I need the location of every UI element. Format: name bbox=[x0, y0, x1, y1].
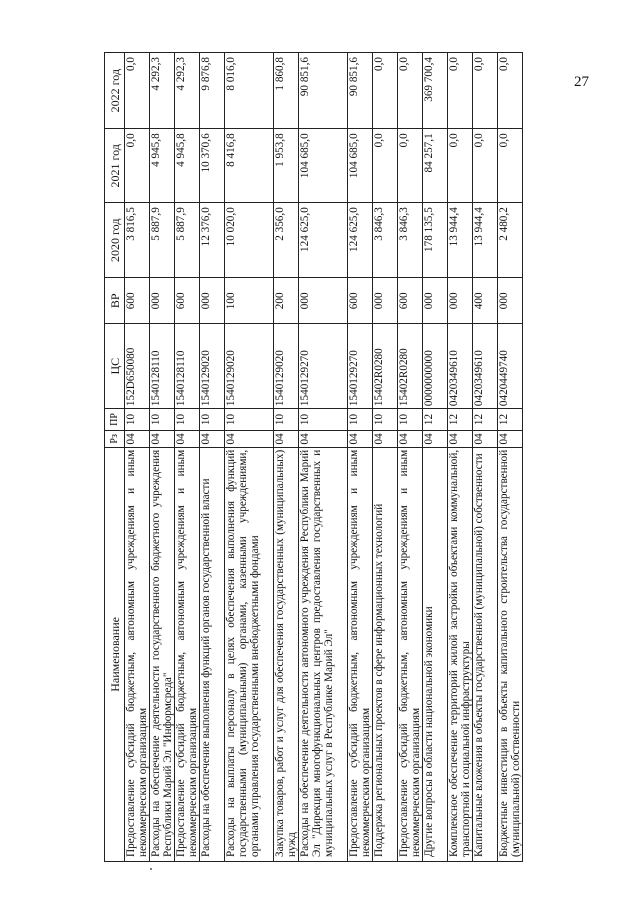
row-2020: 5 887,9 bbox=[150, 203, 175, 278]
row-2021: 0,0 bbox=[473, 129, 498, 203]
row-pr: 10 bbox=[150, 409, 175, 431]
row-2020: 3 846,3 bbox=[373, 203, 398, 278]
row-2020: 2 356,0 bbox=[274, 203, 299, 278]
budget-table bbox=[104, 52, 523, 862]
table-row bbox=[200, 53, 225, 862]
row-2022: 0,0 bbox=[448, 53, 473, 129]
header-2022: 2022 год bbox=[105, 53, 125, 129]
row-vr: 000 bbox=[498, 278, 523, 324]
row-2020: 12 376,0 bbox=[200, 203, 225, 278]
row-2022: 1 860,8 bbox=[274, 53, 299, 129]
page-number: 27 bbox=[574, 74, 589, 90]
row-cs: 1540129270 bbox=[348, 324, 373, 409]
row-pr: 10 bbox=[200, 409, 225, 431]
row-vr: 600 bbox=[348, 278, 373, 324]
row-2022: 9 876,8 bbox=[200, 53, 225, 129]
row-cs: 1540129020 bbox=[225, 324, 274, 409]
row-2022: 90 851,6 bbox=[348, 53, 373, 129]
row-name: Предоставление субсидий бюджетным, автономным учреждениям и иным некоммерческим организациям bbox=[175, 447, 200, 861]
row-rz: 04 bbox=[448, 430, 473, 447]
row-2022: 369 700,4 bbox=[423, 53, 448, 129]
row-2020: 10 020,0 bbox=[225, 203, 274, 278]
row-2022: 0,0 bbox=[498, 53, 523, 129]
row-pr: 12 bbox=[498, 409, 523, 431]
row-2021: 104 685,0 bbox=[348, 129, 373, 203]
row-name: Расходы на выплаты персоналу в целях обеспечения выполнения функций государственными (муниципальными) органами, казенными учреждениями, органами управления государственными внебюджетными фондами bbox=[225, 447, 274, 861]
row-cs: 0420349610 bbox=[473, 324, 498, 409]
row-name: Капитальные вложения в объекты государственной (муниципальной) собственности bbox=[473, 447, 498, 861]
row-pr: 12 bbox=[423, 409, 448, 431]
row-name: Расходы на обеспечение деятельности автономного учреждения Республики Марий Эл "Дирекция многофункциональных центров предоставления государственных и муниципальных услуг в Республике Марий Эл" bbox=[299, 447, 348, 861]
row-cs: 0420349610 bbox=[448, 324, 473, 409]
row-cs: 1540129020 bbox=[274, 324, 299, 409]
header-vr: ВР bbox=[105, 278, 125, 324]
row-2021: 0,0 bbox=[373, 129, 398, 203]
row-name: Бюджетные инвестиции в объекты капитального строительства государственной (муниципальной) собственности bbox=[498, 447, 523, 861]
row-name: Закупка товаров, работ и услуг для обеспечения государственных (муниципальных) нужд bbox=[274, 447, 299, 861]
row-2022: 0,0 bbox=[398, 53, 423, 129]
row-pr: 10 bbox=[348, 409, 373, 431]
table-row bbox=[348, 53, 373, 862]
row-2021: 8 416,8 bbox=[225, 129, 274, 203]
header-pr: ПР bbox=[105, 409, 125, 431]
row-2020: 178 135,5 bbox=[423, 203, 448, 278]
row-cs: 1540128110 bbox=[175, 324, 200, 409]
row-cs: 15402R0280 bbox=[398, 324, 423, 409]
row-vr: 000 bbox=[423, 278, 448, 324]
row-2021: 0,0 bbox=[125, 129, 150, 203]
row-2021: 10 370,6 bbox=[200, 129, 225, 203]
row-cs: 1540129270 bbox=[299, 324, 348, 409]
row-vr: 100 bbox=[225, 278, 274, 324]
table-row bbox=[225, 53, 274, 862]
row-pr: 12 bbox=[473, 409, 498, 431]
row-vr: 400 bbox=[473, 278, 498, 324]
header-2020: 2020 год bbox=[105, 203, 125, 278]
row-2021: 1 953,8 bbox=[274, 129, 299, 203]
row-vr: 000 bbox=[299, 278, 348, 324]
table-row bbox=[498, 53, 523, 862]
row-rz: 04 bbox=[125, 430, 150, 447]
row-name: Расходы на обеспечение деятельности государственного бюджетного учреждения Республики Марий Эл "Информсреда" bbox=[150, 447, 175, 861]
row-vr: 600 bbox=[398, 278, 423, 324]
row-vr: 200 bbox=[274, 278, 299, 324]
row-rz: 04 bbox=[423, 430, 448, 447]
row-rz: 04 bbox=[274, 430, 299, 447]
table-row bbox=[398, 53, 423, 862]
header-rz: Рз bbox=[105, 430, 125, 447]
table-row bbox=[175, 53, 200, 862]
row-name: Другие вопросы в области национальной экономики bbox=[423, 447, 448, 861]
row-vr: 000 bbox=[448, 278, 473, 324]
row-vr: 000 bbox=[150, 278, 175, 324]
row-cs: 1540128110 bbox=[150, 324, 175, 409]
row-2020: 2 480,2 bbox=[498, 203, 523, 278]
row-pr: 10 bbox=[398, 409, 423, 431]
row-rz: 04 bbox=[175, 430, 200, 447]
row-2022: 4 292,3 bbox=[175, 53, 200, 129]
row-2022: 8 016,0 bbox=[225, 53, 274, 129]
row-pr: 10 bbox=[373, 409, 398, 431]
row-rz: 04 bbox=[150, 430, 175, 447]
row-cs: 1540129020 bbox=[200, 324, 225, 409]
row-vr: 600 bbox=[125, 278, 150, 324]
header-2021: 2021 год bbox=[105, 129, 125, 203]
row-name: Расходы на обеспечение выполнения функций органов государственной власти bbox=[200, 447, 225, 861]
header-name: Наименование bbox=[105, 447, 125, 861]
row-name: Предоставление субсидий бюджетным, автономным учреждениям и иным некоммерческим организациям bbox=[348, 447, 373, 861]
row-name: Предоставление субсидий бюджетным, автономным учреждениям и иным некоммерческим организациям bbox=[125, 447, 150, 861]
table-row bbox=[125, 53, 150, 862]
table-header-row bbox=[105, 53, 125, 862]
row-2021: 104 685,0 bbox=[299, 129, 348, 203]
row-2021: 0,0 bbox=[498, 129, 523, 203]
row-cs: 152D650080 bbox=[125, 324, 150, 409]
row-pr: 12 bbox=[448, 409, 473, 431]
row-2022: 0,0 bbox=[373, 53, 398, 129]
row-rz: 04 bbox=[348, 430, 373, 447]
table-row bbox=[299, 53, 348, 862]
row-rz: 04 bbox=[200, 430, 225, 447]
table-row bbox=[473, 53, 498, 862]
row-pr: 10 bbox=[125, 409, 150, 431]
row-2020: 124 625,0 bbox=[299, 203, 348, 278]
rotated-table-container bbox=[104, 52, 559, 862]
row-2021: 4 945,8 bbox=[150, 129, 175, 203]
table-row bbox=[274, 53, 299, 862]
scan-speck bbox=[150, 868, 152, 870]
row-pr: 10 bbox=[274, 409, 299, 431]
row-2021: 84 257,1 bbox=[423, 129, 448, 203]
row-2020: 5 887,9 bbox=[175, 203, 200, 278]
row-pr: 10 bbox=[175, 409, 200, 431]
row-vr: 600 bbox=[175, 278, 200, 324]
table-row bbox=[373, 53, 398, 862]
row-2020: 13 944,4 bbox=[448, 203, 473, 278]
row-2022: 4 292,3 bbox=[150, 53, 175, 129]
row-2022: 90 851,6 bbox=[299, 53, 348, 129]
row-cs: 0000000000 bbox=[423, 324, 448, 409]
row-2021: 0,0 bbox=[448, 129, 473, 203]
row-pr: 10 bbox=[299, 409, 348, 431]
row-cs: 15402R0280 bbox=[373, 324, 398, 409]
row-rz: 04 bbox=[473, 430, 498, 447]
row-name: Предоставление субсидий бюджетным, автономным учреждениям и иным некоммерческим организациям bbox=[398, 447, 423, 861]
row-name: Комплексное обеспечение территорий жилой застройки объектами коммунальной, транспортной и социальной инфраструктуры bbox=[448, 447, 473, 861]
row-rz: 04 bbox=[225, 430, 274, 447]
row-2020: 13 944,4 bbox=[473, 203, 498, 278]
table-row bbox=[423, 53, 448, 862]
row-name: Поддержка региональных проектов в сфере информационных технологий bbox=[373, 447, 398, 861]
row-2021: 4 945,8 bbox=[175, 129, 200, 203]
row-rz: 04 bbox=[373, 430, 398, 447]
row-2020: 3 816,5 bbox=[125, 203, 150, 278]
row-cs: 0420449740 bbox=[498, 324, 523, 409]
row-2020: 3 846,3 bbox=[398, 203, 423, 278]
row-2022: 0,0 bbox=[125, 53, 150, 129]
row-vr: 000 bbox=[200, 278, 225, 324]
row-rz: 04 bbox=[398, 430, 423, 447]
row-2022: 0,0 bbox=[473, 53, 498, 129]
table-row bbox=[150, 53, 175, 862]
row-vr: 000 bbox=[373, 278, 398, 324]
table-row bbox=[448, 53, 473, 862]
row-pr: 10 bbox=[225, 409, 274, 431]
row-rz: 04 bbox=[299, 430, 348, 447]
row-rz: 04 bbox=[498, 430, 523, 447]
row-2021: 0,0 bbox=[398, 129, 423, 203]
row-2020: 124 625,0 bbox=[348, 203, 373, 278]
header-cs: ЦС bbox=[105, 324, 125, 409]
